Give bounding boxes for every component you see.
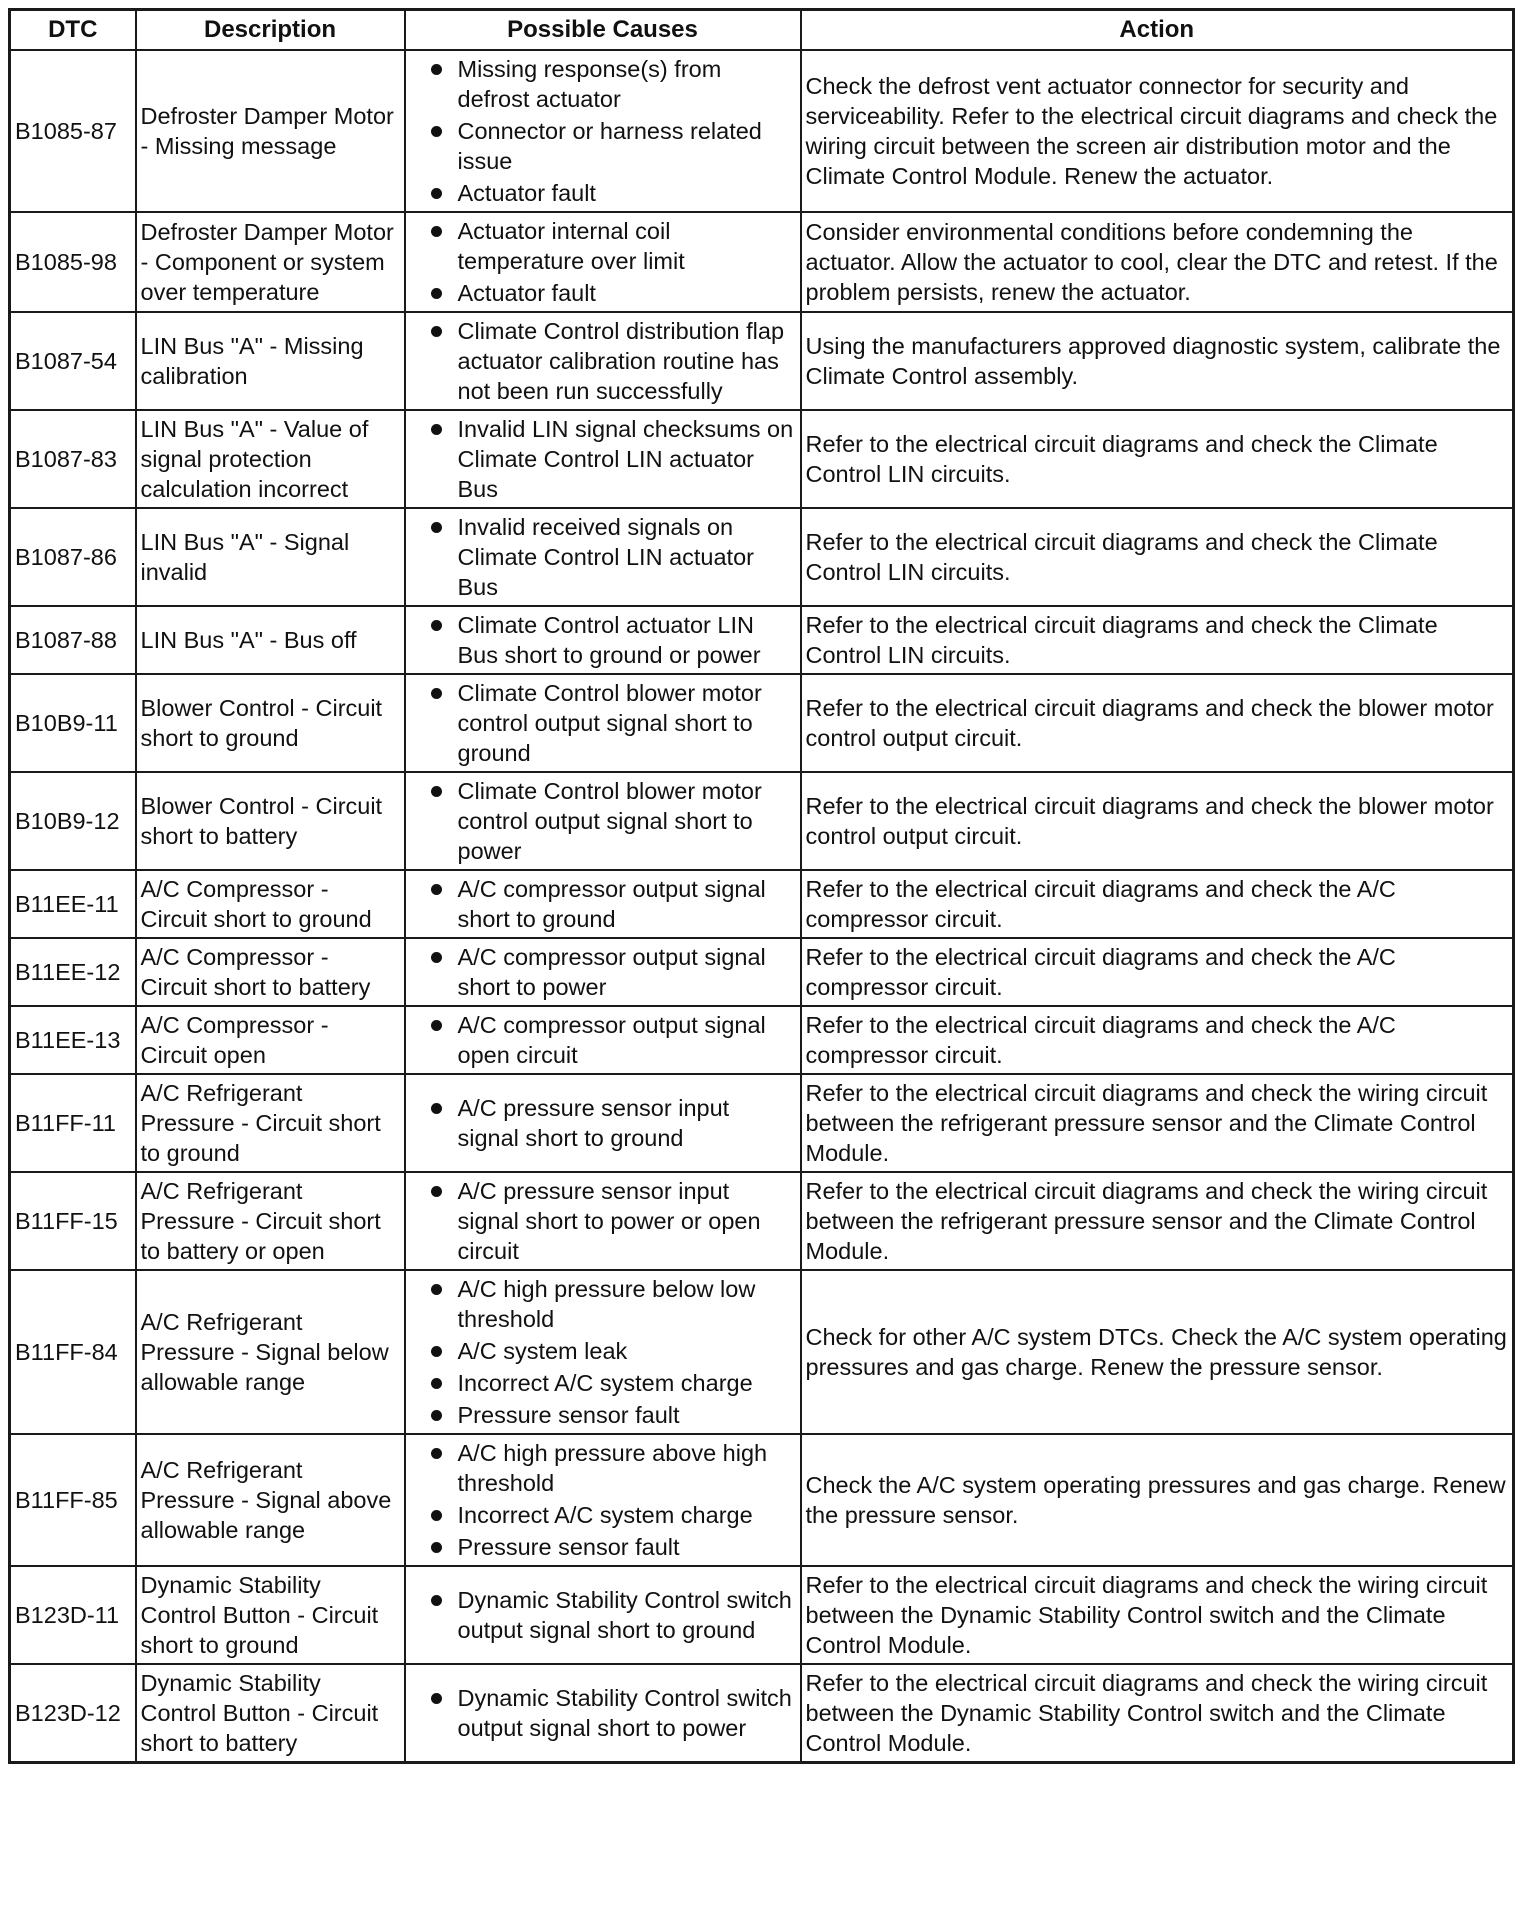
dtc-code: B11EE-11: [10, 870, 136, 938]
header-action: Action: [801, 10, 1514, 51]
dtc-code: B10B9-11: [10, 674, 136, 772]
possible-causes-list: [410, 54, 796, 208]
dtc-action: Refer to the electrical circuit diagrams and check the Climate Control LIN circuits.: [801, 606, 1514, 674]
table-row: [10, 1664, 1514, 1763]
dtc-description: Defroster Damper Motor - Missing message: [136, 50, 405, 212]
cause-item: Invalid received signals on Climate Control LIN actuator Bus: [410, 512, 796, 602]
possible-causes-cell: [405, 870, 801, 938]
cause-item: A/C system leak: [410, 1336, 796, 1366]
dtc-action: Refer to the electrical circuit diagrams and check the blower motor control output circuit.: [801, 674, 1514, 772]
table-row: [10, 1566, 1514, 1664]
cause-item: Climate Control actuator LIN Bus short to ground or power: [410, 610, 796, 670]
cause-item: Dynamic Stability Control switch output signal short to ground: [410, 1585, 796, 1645]
header-possible-causes: Possible Causes: [405, 10, 801, 51]
cause-item: Missing response(s) from defrost actuator: [410, 54, 796, 114]
possible-causes-list: [410, 1585, 796, 1645]
table-row: [10, 938, 1514, 1006]
dtc-description: Blower Control - Circuit short to battery: [136, 772, 405, 870]
dtc-description: A/C Refrigerant Pressure - Circuit short to battery or open: [136, 1172, 405, 1270]
possible-causes-cell: [405, 1172, 801, 1270]
possible-causes-list: [410, 316, 796, 406]
cause-item: Connector or harness related issue: [410, 116, 796, 176]
dtc-code: B11FF-85: [10, 1434, 136, 1566]
dtc-code: B11FF-15: [10, 1172, 136, 1270]
dtc-code: B1087-86: [10, 508, 136, 606]
possible-causes-list: [410, 414, 796, 504]
dtc-action: Check for other A/C system DTCs. Check the A/C system operating pressures and gas charge. Renew the pressure sensor.: [801, 1270, 1514, 1434]
cause-item: Actuator fault: [410, 278, 796, 308]
cause-item: Pressure sensor fault: [410, 1532, 796, 1562]
dtc-description: A/C Compressor - Circuit open: [136, 1006, 405, 1074]
header-description: Description: [136, 10, 405, 51]
table-row: [10, 212, 1514, 312]
cause-item: Actuator fault: [410, 178, 796, 208]
cause-item: Actuator internal coil temperature over limit: [410, 216, 796, 276]
dtc-code: B123D-11: [10, 1566, 136, 1664]
dtc-action: Refer to the electrical circuit diagrams and check the A/C compressor circuit.: [801, 938, 1514, 1006]
possible-causes-list: [410, 610, 796, 670]
cause-item: Pressure sensor fault: [410, 1400, 796, 1430]
dtc-description: LIN Bus "A" - Bus off: [136, 606, 405, 674]
possible-causes-cell: [405, 1434, 801, 1566]
possible-causes-cell: [405, 606, 801, 674]
dtc-action: Consider environmental conditions before condemning the actuator. Allow the actuator to cool, clear the DTC and retest. If the problem persists, renew the actuator.: [801, 212, 1514, 312]
table-row: [10, 870, 1514, 938]
table-body: [10, 50, 1514, 1763]
possible-causes-cell: [405, 674, 801, 772]
dtc-code: B1087-54: [10, 312, 136, 410]
possible-causes-list: [410, 216, 796, 308]
table-row: [10, 410, 1514, 508]
cause-item: Dynamic Stability Control switch output signal short to power: [410, 1683, 796, 1743]
possible-causes-list: [410, 1010, 796, 1070]
cause-item: A/C pressure sensor input signal short to power or open circuit: [410, 1176, 796, 1266]
cause-item: A/C compressor output signal short to power: [410, 942, 796, 1002]
table-row: [10, 1074, 1514, 1172]
dtc-code: B1087-88: [10, 606, 136, 674]
dtc-code: B11EE-12: [10, 938, 136, 1006]
possible-causes-cell: [405, 1566, 801, 1664]
cause-item: A/C compressor output signal short to ground: [410, 874, 796, 934]
dtc-action: Refer to the electrical circuit diagrams and check the wiring circuit between the refrigerant pressure sensor and the Climate Control Module.: [801, 1172, 1514, 1270]
dtc-code: B1085-98: [10, 212, 136, 312]
table-row: [10, 508, 1514, 606]
cause-item: A/C compressor output signal open circuit: [410, 1010, 796, 1070]
cause-item: Incorrect A/C system charge: [410, 1500, 796, 1530]
cause-item: Climate Control blower motor control output signal short to ground: [410, 678, 796, 768]
dtc-code: B11FF-11: [10, 1074, 136, 1172]
possible-causes-cell: [405, 1006, 801, 1074]
dtc-code: B123D-12: [10, 1664, 136, 1763]
dtc-code: B10B9-12: [10, 772, 136, 870]
dtc-action: Refer to the electrical circuit diagrams and check the wiring circuit between the refrigerant pressure sensor and the Climate Control Module.: [801, 1074, 1514, 1172]
dtc-description: Dynamic Stability Control Button - Circuit short to battery: [136, 1664, 405, 1763]
possible-causes-list: [410, 942, 796, 1002]
dtc-action: Refer to the electrical circuit diagrams and check the wiring circuit between the Dynamic Stability Control switch and the Climate Control Module.: [801, 1664, 1514, 1763]
possible-causes-list: [410, 874, 796, 934]
possible-causes-list: [410, 1438, 796, 1562]
table-row: [10, 1172, 1514, 1270]
dtc-description: A/C Refrigerant Pressure - Signal below allowable range: [136, 1270, 405, 1434]
document-page: [8, 8, 1512, 1764]
dtc-action: Refer to the electrical circuit diagrams and check the wiring circuit between the Dynamic Stability Control switch and the Climate Control Module.: [801, 1566, 1514, 1664]
dtc-action: Using the manufacturers approved diagnostic system, calibrate the Climate Control assembly.: [801, 312, 1514, 410]
possible-causes-cell: [405, 1664, 801, 1763]
cause-item: A/C pressure sensor input signal short to ground: [410, 1093, 796, 1153]
dtc-description: LIN Bus "A" - Missing calibration: [136, 312, 405, 410]
dtc-description: Blower Control - Circuit short to ground: [136, 674, 405, 772]
possible-causes-cell: [405, 212, 801, 312]
cause-item: Invalid LIN signal checksums on Climate Control LIN actuator Bus: [410, 414, 796, 504]
dtc-description: Defroster Damper Motor - Component or system over temperature: [136, 212, 405, 312]
table-row: [10, 674, 1514, 772]
possible-causes-cell: [405, 772, 801, 870]
dtc-description: A/C Compressor - Circuit short to battery: [136, 938, 405, 1006]
possible-causes-cell: [405, 50, 801, 212]
possible-causes-cell: [405, 938, 801, 1006]
table-row: [10, 1006, 1514, 1074]
cause-item: A/C high pressure below low threshold: [410, 1274, 796, 1334]
cause-item: Climate Control blower motor control output signal short to power: [410, 776, 796, 866]
possible-causes-cell: [405, 508, 801, 606]
dtc-action: Refer to the electrical circuit diagrams and check the A/C compressor circuit.: [801, 1006, 1514, 1074]
possible-causes-list: [410, 776, 796, 866]
possible-causes-list: [410, 1093, 796, 1153]
dtc-description: A/C Refrigerant Pressure - Circuit short to ground: [136, 1074, 405, 1172]
dtc-action: Check the defrost vent actuator connector for security and serviceability. Refer to the electrical circuit diagrams and check the wiring circuit between the screen air distribution motor and the Climate Control Module. Renew the actuator.: [801, 50, 1514, 212]
dtc-action: Refer to the electrical circuit diagrams and check the Climate Control LIN circuits.: [801, 410, 1514, 508]
dtc-action: Refer to the electrical circuit diagrams and check the Climate Control LIN circuits.: [801, 508, 1514, 606]
dtc-code: B1087-83: [10, 410, 136, 508]
table-header-row: [10, 10, 1514, 51]
cause-item: Climate Control distribution flap actuator calibration routine has not been run successfully: [410, 316, 796, 406]
cause-item: A/C high pressure above high threshold: [410, 1438, 796, 1498]
possible-causes-cell: [405, 312, 801, 410]
possible-causes-list: [410, 1683, 796, 1743]
dtc-description: Dynamic Stability Control Button - Circuit short to ground: [136, 1566, 405, 1664]
header-dtc: DTC: [10, 10, 136, 51]
dtc-code: B1085-87: [10, 50, 136, 212]
dtc-description: LIN Bus "A" - Value of signal protection calculation incorrect: [136, 410, 405, 508]
possible-causes-list: [410, 678, 796, 768]
possible-causes-cell: [405, 1074, 801, 1172]
dtc-description: LIN Bus "A" - Signal invalid: [136, 508, 405, 606]
possible-causes-list: [410, 1176, 796, 1266]
possible-causes-list: [410, 512, 796, 602]
dtc-description: A/C Refrigerant Pressure - Signal above allowable range: [136, 1434, 405, 1566]
table-row: [10, 50, 1514, 212]
dtc-code: B11FF-84: [10, 1270, 136, 1434]
possible-causes-cell: [405, 1270, 801, 1434]
table-row: [10, 772, 1514, 870]
dtc-action: Refer to the electrical circuit diagrams and check the A/C compressor circuit.: [801, 870, 1514, 938]
table-row: [10, 606, 1514, 674]
dtc-code: B11EE-13: [10, 1006, 136, 1074]
table-row: [10, 1270, 1514, 1434]
dtc-description: A/C Compressor - Circuit short to ground: [136, 870, 405, 938]
table-row: [10, 1434, 1514, 1566]
dtc-table: [8, 8, 1515, 1764]
possible-causes-cell: [405, 410, 801, 508]
possible-causes-list: [410, 1274, 796, 1430]
dtc-action: Refer to the electrical circuit diagrams and check the blower motor control output circuit.: [801, 772, 1514, 870]
dtc-action: Check the A/C system operating pressures and gas charge. Renew the pressure sensor.: [801, 1434, 1514, 1566]
table-row: [10, 312, 1514, 410]
cause-item: Incorrect A/C system charge: [410, 1368, 796, 1398]
